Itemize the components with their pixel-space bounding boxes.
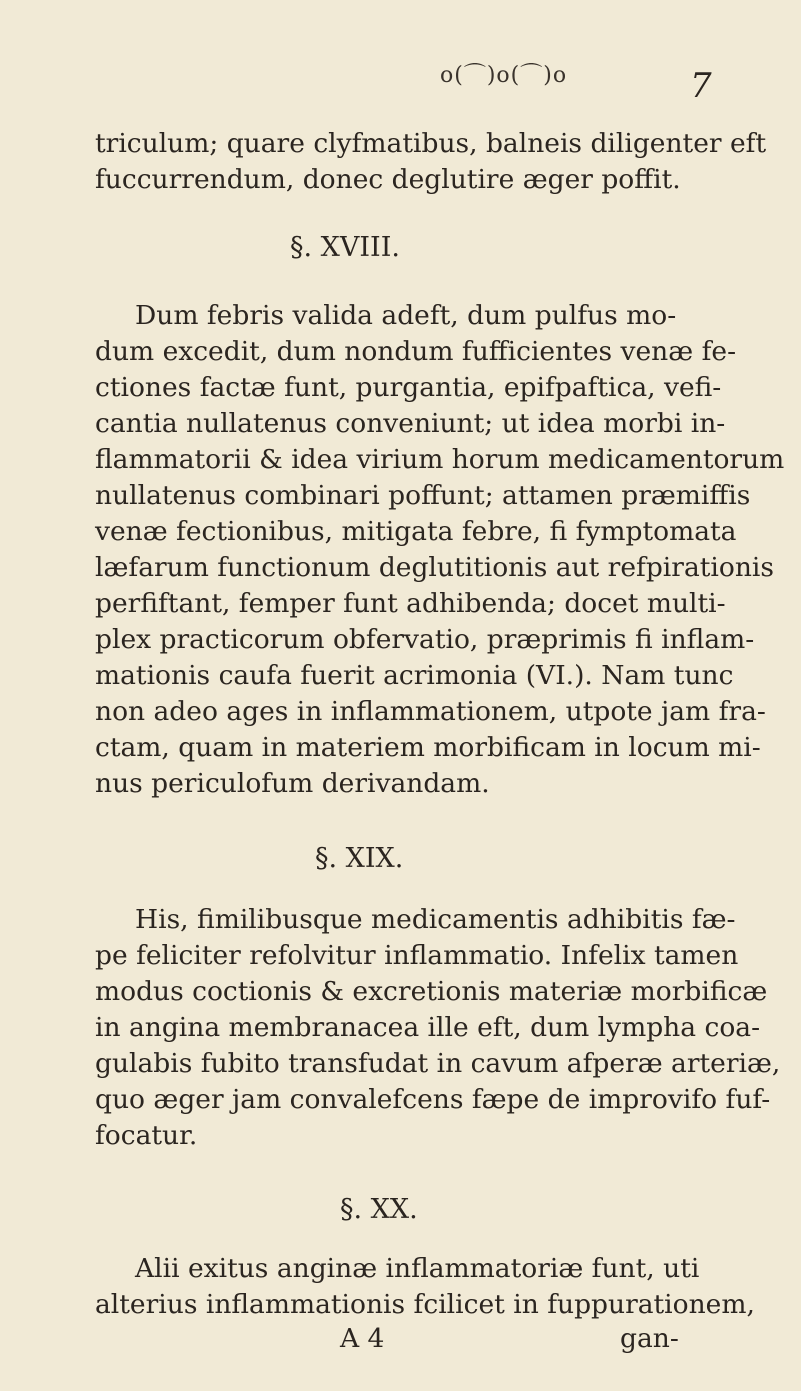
text-line: quo æger jam convalefcens fæpe de improvifo fuf-: [95, 1084, 771, 1115]
section-heading: §. XIX.: [315, 843, 404, 874]
section-heading: §. XX.: [340, 1194, 418, 1225]
text-line: triculum; quare clyfmatibus, balneis diligenter eft: [95, 128, 767, 159]
text-line: His, fimilibusque medicamentis adhibitis fæ-: [135, 904, 736, 935]
text-line: perfiftant, femper funt adhibenda; docet multi-: [95, 588, 726, 619]
text-line: mationis caufa fuerit acrimonia (VI.). Nam tunc: [95, 660, 734, 691]
text-line: nus periculofum derivandam.: [95, 768, 490, 799]
text-line: venæ fectionibus, mitigata febre, fi fymptomata: [95, 516, 737, 547]
text-line: cantia nullatenus conveniunt; ut idea morbi in-: [95, 408, 726, 439]
text-line: in angina membranacea ille eft, dum lympha coa-: [95, 1012, 761, 1043]
text-line: pe feliciter refolvitur inflammatio. Infelix tamen: [95, 940, 739, 971]
signature-mark: A 4: [340, 1323, 385, 1354]
text-line: gulabis fubito transfudat in cavum afperæ arteriæ,: [95, 1048, 781, 1079]
text-line: modus coctionis & excretionis materiæ morbificæ: [95, 976, 768, 1007]
text-line: dum excedit, dum nondum fufficientes venæ fe-: [95, 336, 737, 367]
text-line: plex practicorum obfervatio, præprimis fi inflam-: [95, 624, 755, 655]
text-line: ctam, quam in materiem morbificam in locum mi-: [95, 732, 761, 763]
section-heading: §. XVIII.: [290, 232, 400, 263]
text-line: focatur.: [95, 1120, 198, 1151]
text-line: ctiones factæ funt, purgantia, epifpaftica, vefi-: [95, 372, 722, 403]
text-line: non adeo ages in inflammationem, utpote jam fra-: [95, 696, 766, 727]
text-line: læfarum functionum deglutitionis aut refpirationis: [95, 552, 774, 583]
text-line: Alii exitus anginæ inflammatoriæ funt, uti: [135, 1253, 700, 1284]
catchword: gan-: [620, 1323, 679, 1354]
text-line: Dum febris valida adeft, dum pulfus mo-: [135, 300, 677, 331]
text-line: nullatenus combinari poffunt; attamen præmiffis: [95, 480, 751, 511]
text-line: fuccurrendum, donec deglutire æger poffit.: [95, 164, 681, 195]
text-line: flammatorii & idea virium horum medicamentorum: [95, 444, 785, 475]
text-line: alterius inflammationis fcilicet in fuppurationem,: [95, 1289, 755, 1320]
page-number: 7: [690, 66, 712, 106]
header-ornament: o(⌒)o(⌒)o: [440, 63, 568, 88]
